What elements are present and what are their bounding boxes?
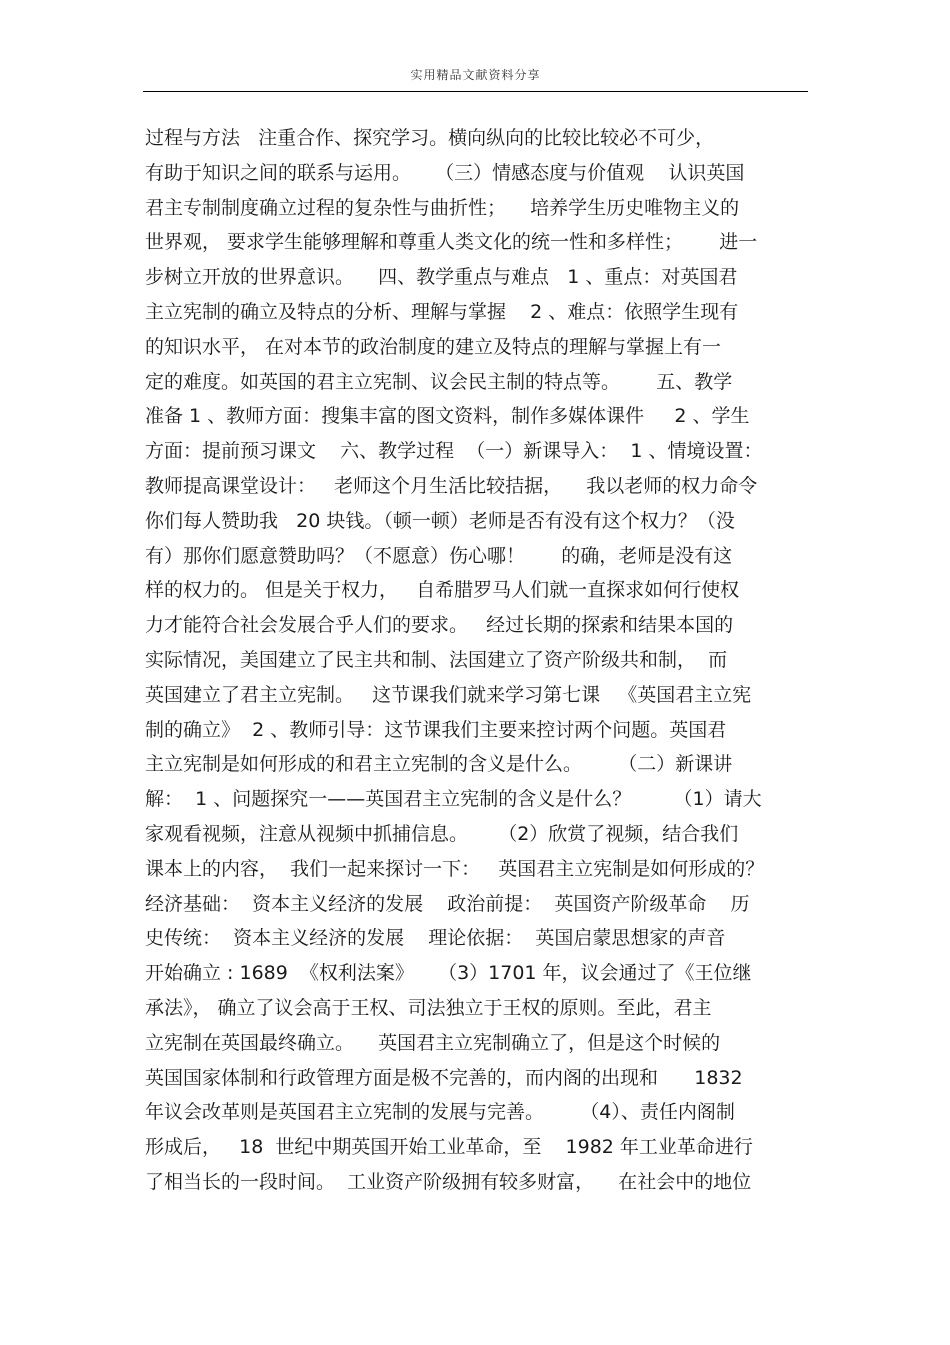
text-line: 教师提高课堂设计： 老师这个月生活比较拮据， 我以老师的权力命令 [145, 474, 758, 497]
text-line: 方面：提前预习课文 六、教学过程 （一）新课导入： 1 、情境设置： [145, 440, 763, 463]
text-line: 英国国家体制和行政管理方面是极不完善的，而内阁的出现和 1832 [145, 1066, 743, 1089]
text-line: 样的权力的。 但是关于权力， 自希腊罗马人们就一直探求如何行使权 [145, 579, 740, 602]
text-line: 承法》， 确立了议会高于王权、司法独立于王权的原则。至此，君主 [145, 996, 712, 1019]
page-header: 实用精品文献资料分享 [410, 68, 541, 82]
text-line: 主立宪制的确立及特点的分析、理解与掌握 2 、难点：依照学生现有 [145, 300, 739, 323]
text-line: 开始确立 : 1689 《权利法案》 （3）1701 年，议会通过了《王位继 [145, 962, 752, 985]
document-body [145, 121, 810, 1200]
text-line: 史传统： 资本主义经济的发展 理论依据： 英国启蒙思想家的声音 [145, 927, 726, 950]
text-line: 制的确立》 2 、教师引导：这节课我们主要来控讨两个问题。英国君 [145, 718, 727, 741]
text-line: 形成后， 18 世纪中期英国开始工业革命，至 1982 年工业革命进行 [145, 1136, 753, 1159]
text-line: 年议会改革则是英国君主立宪制的发展与完善。 （4）、责任内阁制 [145, 1101, 735, 1124]
text-line: 家观看视频，注意从视频中抓捕信息。 （2）欣赏了视频，结合我们 [145, 822, 739, 845]
text-line: 君主专制制度确立过程的复杂性与曲折性； 培养学生历史唯物主义的 [145, 196, 740, 219]
text-line: 过程与方法 注重合作、探究学习。横向纵向的比较比较必不可少， [145, 127, 715, 149]
text-line: 世界观， 要求学生能够理解和尊重人类文化的统一性和多样性； 进一 [145, 231, 758, 254]
text-line: 主立宪制是如何形成的和君主立宪制的含义是什么。 （二）新课讲 [145, 753, 733, 776]
text-line: 步树立开放的世界意识。 四、教学重点与难点 1 、重点：对英国君 [145, 266, 738, 289]
text-line: 立宪制在英国最终确立。 英国君主立宪制确立了，但是这个时候的 [145, 1031, 721, 1054]
text-line: 力才能符合社会发展合乎人们的要求。 经过长期的探索和结果本国的 [145, 614, 734, 637]
text-line: 定的难度。如英国的君主立宪制、议会民主制的特点等。 五、教学 [145, 370, 733, 393]
header-divider [143, 91, 808, 92]
text-line: 的知识水平， 在对本节的政治制度的建立及特点的理解与掌握上有一 [145, 335, 722, 358]
text-line: 了相当长的一段时间。 工业资产阶级拥有较多财富， 在社会中的地位 [145, 1170, 752, 1193]
text-line: 经济基础： 资本主义经济的发展 政治前提： 英国资产阶级革命 历 [145, 892, 750, 915]
text-line: 解： 1 、问题探究一——英国君主立宪制的含义是什么？ （1）请大 [145, 788, 762, 811]
text-line: 你们每人赞助我 20 块钱。（顿一顿）老师是否有没有这个权力？（没 [145, 509, 735, 532]
text-line: 有）那你们愿意赞助吗？（不愿意）伤心哪！ 的确，老师是没有这 [145, 544, 733, 567]
text-line: 实际情况，美国建立了民主共和制、法国建立了资产阶级共和制， 而 [145, 648, 728, 671]
text-line: 准备 1 、教师方面：搜集丰富的图文资料，制作多媒体课件 2 、学生 [145, 405, 750, 428]
text-line: 有助于知识之间的联系与运用。 （三）情感态度与价值观 认识英国 [145, 161, 745, 184]
text-line: 课本上的内容， 我们一起来探讨一下： 英国君主立宪制是如何形成的？ [145, 857, 765, 880]
text-line: 英国建立了君主立宪制。 这节课我们就来学习第七课 《英国君主立宪 [145, 683, 752, 706]
